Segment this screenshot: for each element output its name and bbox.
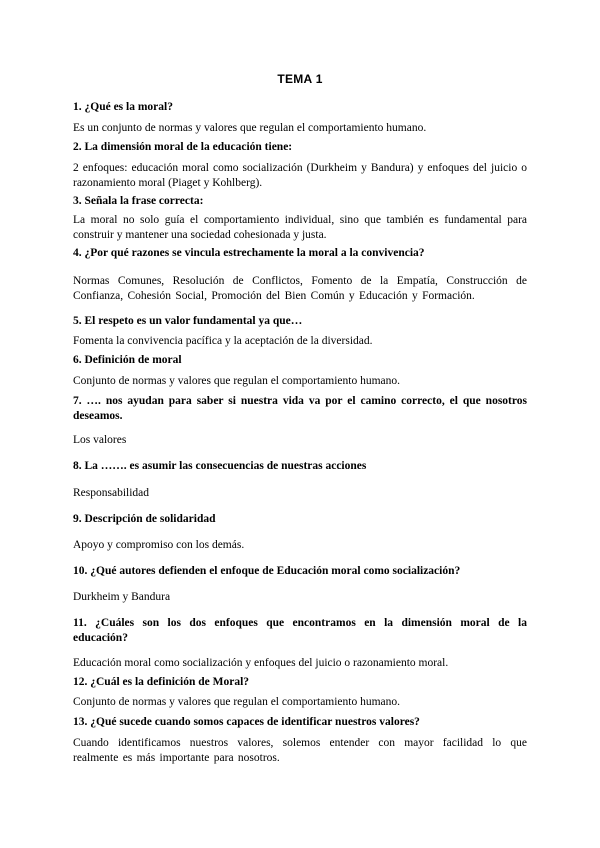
question-9: 9. Descripción de solidaridad: [73, 513, 216, 525]
question-5: 5. El respeto es un valor fundamental ya que…: [73, 315, 303, 327]
question-4: 4. ¿Por qué razones se vincula estrechamente la moral a la convivencia?: [73, 247, 425, 259]
answer-8: Responsabilidad: [73, 487, 150, 499]
answer-12: Conjunto de normas y valores que regulan el comportamiento humano.: [73, 696, 401, 708]
question-10: 10. ¿Qué autores defienden el enfoque de Educación moral como socialización?: [73, 565, 461, 577]
answer-13: Cuando identificamos nuestros valores, solemos entender con mayor facilidad lo que realmente es más importante para nosotros.: [73, 737, 527, 764]
question-12: 12. ¿Cuál es la definición de Moral?: [73, 676, 250, 688]
page-title: TEMA 1: [277, 72, 323, 86]
question-13: 13. ¿Qué sucede cuando somos capaces de identificar nuestros valores?: [73, 716, 420, 728]
answer-6: Conjunto de normas y valores que regulan el comportamiento humano.: [73, 375, 401, 387]
answer-11: Educación moral como socialización y enfoques del juicio o razonamiento moral.: [73, 657, 449, 669]
question-11: 11. ¿Cuáles son los dos enfoques que encontramos en la dimensión moral de la educación?: [73, 617, 527, 644]
answer-1: Es un conjunto de normas y valores que regulan el comportamiento humano.: [73, 122, 427, 134]
answer-5: Fomenta la convivencia pacífica y la aceptación de la diversidad.: [73, 335, 373, 347]
answer-3: La moral no solo guía el comportamiento individual, sino que también es fundamental para construir y mantener una sociedad cohesionada y justa.: [73, 214, 527, 241]
question-7: 7. …. nos ayudan para saber si nuestra vida va por el camino correcto, el que nosotros deseamos.: [73, 395, 527, 422]
question-8: 8. La ……. es asumir las consecuencias de nuestras acciones: [73, 460, 367, 472]
question-3: 3. Señala la frase correcta:: [73, 195, 204, 207]
answer-9: Apoyo y compromiso con los demás.: [73, 539, 245, 551]
question-1: 1. ¿Qué es la moral?: [73, 101, 173, 113]
answer-4: Normas Comunes, Resolución de Conflictos, Fomento de la Empatía, Construcción de Confianza, Cohesión Social, Promoción del Bien Común y Educación y Formación.: [73, 275, 527, 302]
answer-10: Durkheim y Bandura: [73, 591, 171, 603]
answer-7: Los valores: [73, 434, 127, 446]
question-2: 2. La dimensión moral de la educación tiene:: [73, 141, 293, 153]
answer-2: 2 enfoques: educación moral como socialización (Durkheim y Bandura) y enfoques del juicio o razonamiento moral (Piaget y Kohlberg).: [73, 162, 527, 189]
question-6: 6. Definición de moral: [73, 354, 182, 366]
